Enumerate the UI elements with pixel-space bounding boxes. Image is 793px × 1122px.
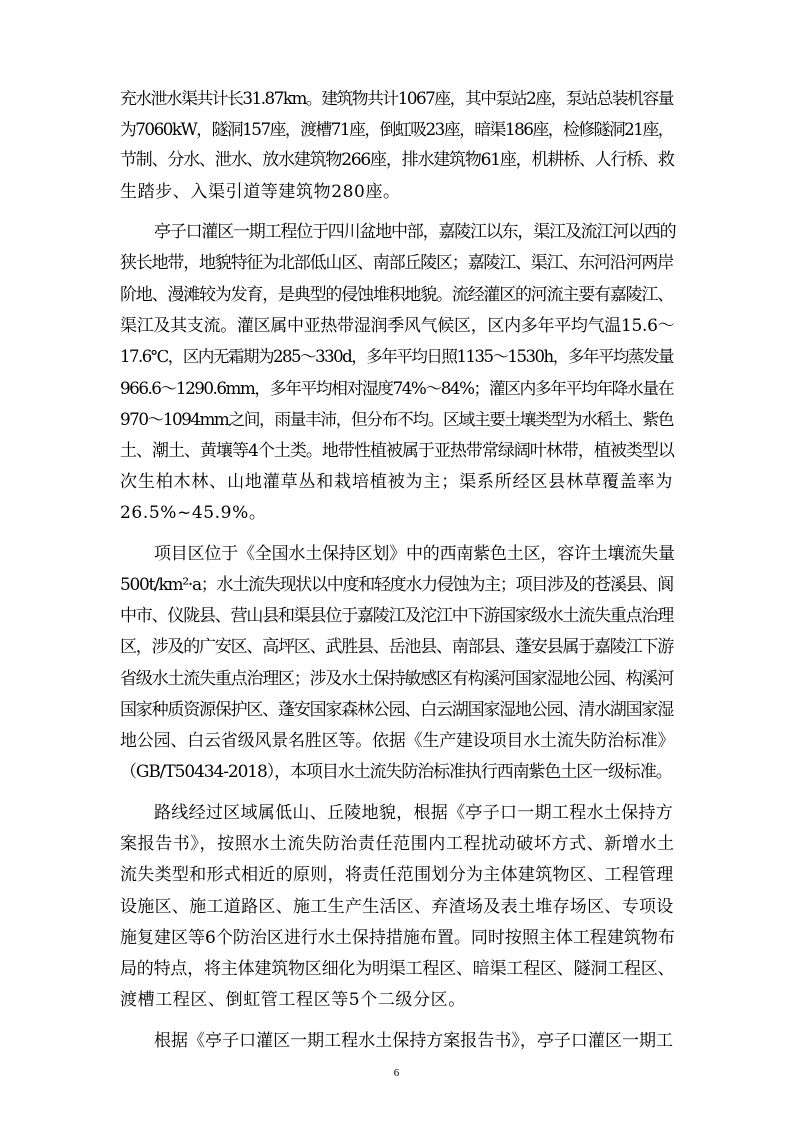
paragraph-4-line-4: 设施区、施工道路区、施工生产生活区、弃渣场及表土堆存场区、专项设 <box>120 897 674 917</box>
paragraph-3-line-2: 500t/km²·a；水土流失现状以中度和轻度水力侵蚀为主；项目涉及的苍溪县、阆 <box>120 575 673 595</box>
paragraph-1-line-2: 为7060kW，隧洞157座，渡槽71座，倒虹吸23座，暗渠186座，检修隧洞21座， <box>120 119 673 139</box>
paragraph-4-line-1: 路线经过区域属低山、丘陵地貌，根据《亭子口一期工程水土保持方 <box>154 803 673 823</box>
paragraph-1-line-1: 充水泄水渠共计长31.87km。建筑物共计1067座，其中泵站2座，泵站总装机容量 <box>120 88 673 108</box>
paragraph-4-line-3: 流失类型和形式相近的原则，将责任范围划分为主体建筑物区、工程管理 <box>120 865 674 885</box>
paragraph-2-line-8: 土、潮土、黄壤等4个土类。地带性植被属于亚热带常绿阔叶林带，植被类型以 <box>120 441 674 461</box>
paragraph-4-line-7: 渡槽工程区、倒虹管工程区等5个二级分区。 <box>120 990 466 1010</box>
paragraph-2-line-3: 阶地、漫滩较为发育，是典型的侵蚀堆积地貌。流经灌区的河流主要有嘉陵江、 <box>120 285 673 305</box>
paragraph-1-line-4: 生踏步、入渠引道等建筑物280座。 <box>120 182 401 202</box>
paragraph-4-line-6: 局的特点，将主体建筑物区细化为明渠工程区、暗渠工程区、隧洞工程区、 <box>120 959 675 979</box>
paragraph-4-line-5: 施复建区等6个防治区进行水土保持措施布置。同时按照主体工程建筑物布 <box>120 928 675 948</box>
paragraph-2-line-1: 亭子口灌区一期工程位于四川盆地中部，嘉陵江以东，渠江及流江河以西的 <box>154 222 676 242</box>
paragraph-3-line-7: 地公园、白云省级风景名胜区等。依据《生产建设项目水土流失防治标准》 <box>120 731 675 751</box>
paragraph-2-line-4: 渠江及其支流。灌区属中亚热带湿润季风气候区，区内多年平均气温15.6～ <box>120 316 675 336</box>
paragraph-3-line-3: 中市、仪陇县、营山县和渠县位于嘉陵江及沱江中下游国家级水土流失重点治理 <box>120 606 673 626</box>
paragraph-3-line-5: 省级水土流失重点治理区；涉及水土保持敏感区有构溪河国家湿地公园、构溪河 <box>120 669 673 689</box>
paragraph-3-line-6: 国家种质资源保护区、蓬安国家森林公园、白云湖国家湿地公园、清水湖国家湿 <box>120 700 673 720</box>
paragraph-5-line-1: 根据《亭子口灌区一期工程水土保持方案报告书》，亭子口灌区一期工 <box>154 1031 673 1051</box>
paragraph-2-line-7: 970～1094mm之间，雨量丰沛，但分布不均。区域主要土壤类型为水稻土、紫色 <box>120 409 673 429</box>
paragraph-4-line-2: 案报告书》，按照水土流失防治责任范围内工程扰动破坏方式、新增水土 <box>120 834 675 854</box>
paragraph-3-line-8: （GB/T50434-2018），本项目水土流失防治标准执行西南紫色土区一级标准。 <box>120 762 672 782</box>
paragraph-2-line-9: 次生柏木林、山地灌草丛和栽培植被为主；渠系所经区县林草覆盖率为 <box>120 472 673 492</box>
paragraph-2-line-6: 966.6～1290.6mm，多年平均相对湿度74%～84%；灌区内多年平均年降水量在 <box>120 378 673 398</box>
paragraph-2-line-5: 17.6℃，区内无霜期为285～330d，多年平均日照1135～1530h，多年平均蒸发量 <box>120 347 673 366</box>
paragraph-1-line-3: 节制、分水、泄水、放水建筑物266座，排水建筑物61座，机耕桥、人行桥、救 <box>120 150 674 170</box>
paragraph-2-line-2: 狭长地带，地貌特征为北部低山区、南部丘陵区；嘉陵江、渠江、东河沿河两岸 <box>120 253 673 273</box>
page-number: 6 <box>393 1067 400 1079</box>
paragraph-3-line-4: 区，涉及的广安区、高坪区、武胜县、岳池县、南部县、蓬安县属于嘉陵江下游 <box>120 637 673 657</box>
paragraph-3-line-1: 项目区位于《全国水土保持区划》中的西南紫色土区，容许土壤流失量 <box>154 544 675 564</box>
paragraph-2-line-10: 26.5%~45.9%。 <box>120 503 267 523</box>
